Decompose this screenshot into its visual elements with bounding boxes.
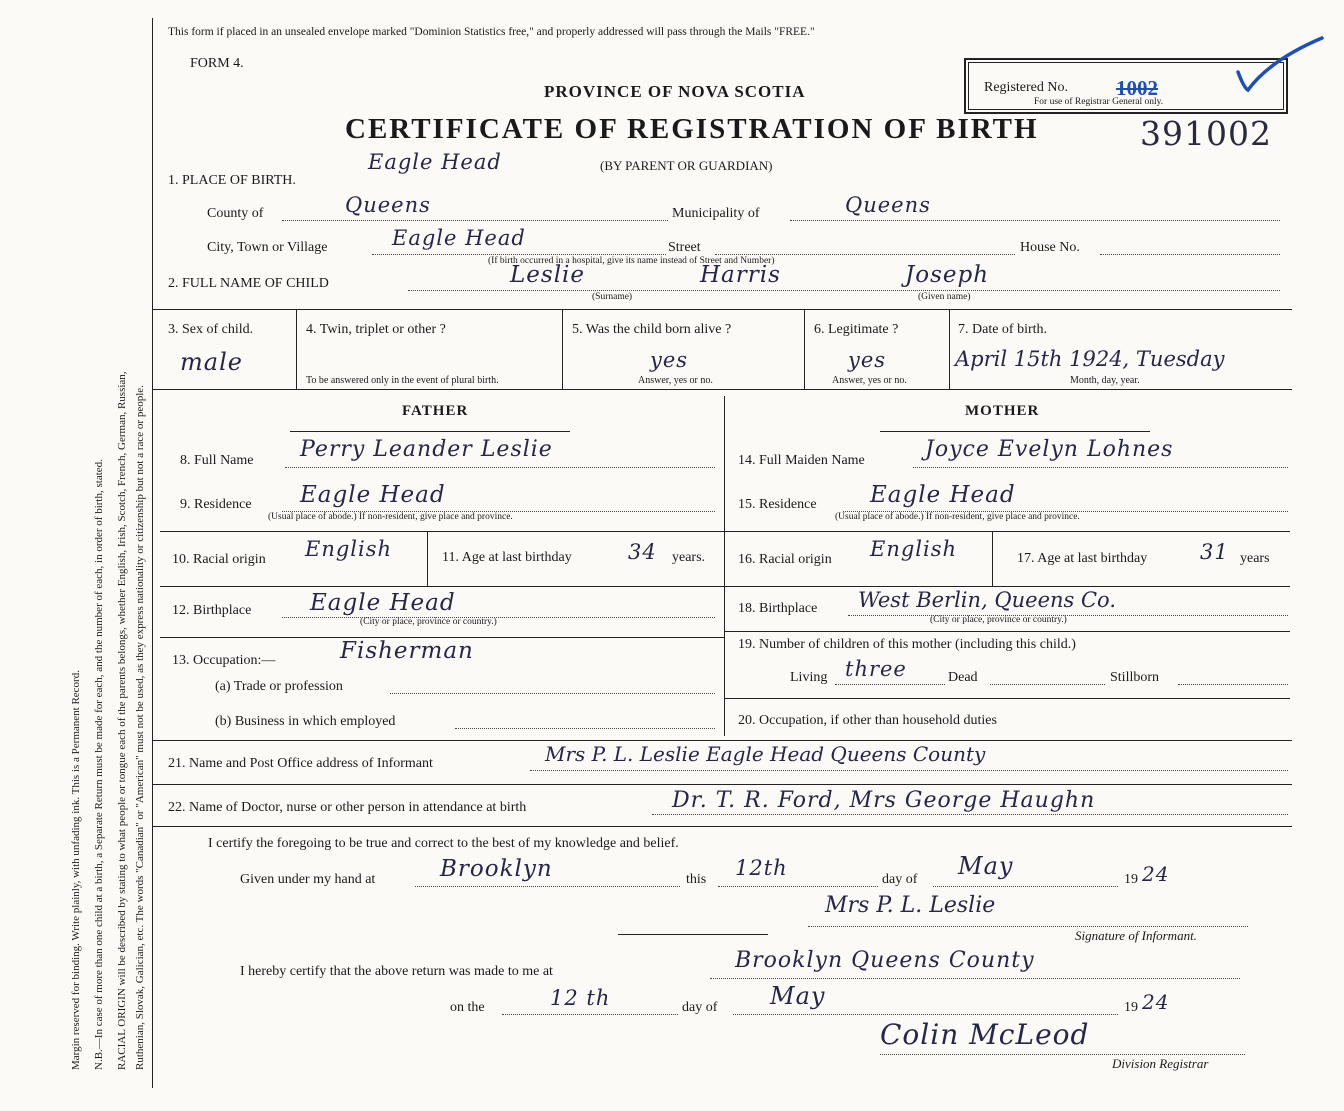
father-age-divider <box>427 531 428 586</box>
informant-label: 21. Name and Post Office address of Informant <box>168 756 433 771</box>
mother-years-label: years <box>1240 551 1270 566</box>
doctor-top-rule <box>152 784 1292 785</box>
father-birthplace-label: 12. Birthplace <box>172 603 252 618</box>
father-age-label: 11. Age at last birthday <box>442 550 572 565</box>
registrar-month-value: May <box>770 982 826 1010</box>
mother-residence-label: 15. Residence <box>738 497 817 512</box>
mother-age-divider <box>992 531 993 586</box>
mother-under-rule <box>880 431 1150 432</box>
form-left-border <box>152 18 153 1088</box>
place-of-birth-value: Eagle Head <box>368 150 502 174</box>
mother-name-line <box>913 467 1288 468</box>
mother-name-label: 14. Full Maiden Name <box>738 453 865 468</box>
certificate-title: CERTIFICATE OF REGISTRATION OF BIRTH <box>345 113 1039 145</box>
informant-top-rule <box>152 740 1292 741</box>
short-rule <box>618 934 768 935</box>
father-occupation-value: Fisherman <box>340 638 474 664</box>
born-alive-label: 5. Was the child born alive ? <box>572 322 732 337</box>
father-residence-note: (Usual place of abode.) If non-resident, give place and province. <box>268 512 513 522</box>
father-name-label: 8. Full Name <box>180 453 254 468</box>
given-month-value: May <box>958 852 1014 880</box>
mother-birthplace-label: 18. Birthplace <box>738 601 818 616</box>
registered-number: 1002 <box>1116 76 1158 100</box>
given-name-note: (Given name) <box>918 292 971 302</box>
father-occupation-label: 13. Occupation:— <box>172 653 276 668</box>
mother-rule-2 <box>724 586 1290 587</box>
municipality-line <box>790 220 1280 221</box>
col-divider-2 <box>562 309 563 389</box>
mother-rule-3 <box>724 631 1290 632</box>
legitimate-label: 6. Legitimate ? <box>814 322 899 337</box>
margin-note-multiple-births: N.B.—In case of more than one child at a birth, a Separate Return must be made for each, and the number of each, in order of birth, stated. <box>93 459 105 1070</box>
mother-children-label: 19. Number of children of this mother (including this child.) <box>738 637 1076 652</box>
father-birthplace-line <box>282 617 715 618</box>
day-of-label: day of <box>882 872 918 887</box>
mother-birthplace-line <box>848 615 1288 616</box>
dead-label: Dead <box>948 670 978 685</box>
father-years-label: years. <box>672 550 706 565</box>
division-registrar-label: Division Registrar <box>1112 1056 1209 1071</box>
file-number: 391002 <box>1140 114 1272 153</box>
registrar-use-note: For use of Registrar General only. <box>1034 97 1164 107</box>
house-number-label: House No. <box>1020 240 1080 255</box>
father-rule-2 <box>160 586 724 587</box>
city-value: Eagle Head <box>392 226 526 250</box>
postal-note: This form if placed in an unsealed envelope marked "Dominion Statistics free," and properly addressed will pass through the Mails "FREE." <box>168 26 815 38</box>
street-line <box>715 254 1015 255</box>
given-under-hand-label: Given under my hand at <box>240 872 376 887</box>
mother-occupation-label: 20. Occupation, if other than household duties <box>738 713 997 728</box>
child-middle-name: Harris <box>700 262 781 288</box>
living-label: Living <box>790 670 828 685</box>
father-under-rule <box>290 431 570 432</box>
father-trade-label: (a) Trade or profession <box>215 679 343 694</box>
father-business-line <box>455 728 715 729</box>
given-year-value: 24 <box>1142 862 1170 886</box>
hospital-note: (If birth occurred in a hospital, give its name instead of Street and Number) <box>488 256 775 266</box>
doctor-line <box>652 814 1288 815</box>
on-the-label: on the <box>450 1000 485 1015</box>
father-birthplace-value: Eagle Head <box>310 590 456 616</box>
col-divider-1 <box>296 309 297 389</box>
father-racial-value: English <box>305 537 393 561</box>
mother-residence-note: (Usual place of abode.) If non-resident, give place and province. <box>835 512 1080 522</box>
registrar-day-of-label: day of <box>682 1000 718 1015</box>
registrar-statement: I hereby certify that the above return was made to me at <box>240 964 553 979</box>
city-label: City, Town or Village <box>207 240 328 255</box>
father-name-value: Perry Leander Leslie <box>300 437 553 462</box>
mother-racial-label: 16. Racial origin <box>738 552 832 567</box>
child-name-label: 2. FULL NAME OF CHILD <box>168 276 329 291</box>
legitimate-note: Answer, yes or no. <box>832 375 907 386</box>
informant-signature: Mrs P. L. Leslie <box>825 893 996 918</box>
father-name-line <box>285 467 715 468</box>
certify-statement: I certify the foregoing to be true and correct to the best of my knowledge and belief. <box>208 836 679 851</box>
stillborn-label: Stillborn <box>1110 670 1160 685</box>
child-name-line <box>408 290 1280 291</box>
father-birthplace-note: (City or place, province or country.) <box>360 617 497 627</box>
father-rule-1 <box>160 531 724 532</box>
registrar-signature: Colin McLeod <box>880 1018 1090 1051</box>
mother-racial-value: English <box>870 537 958 561</box>
legitimate-value: yes <box>848 348 887 372</box>
mother-age-label: 17. Age at last birthday <box>1017 551 1148 566</box>
dead-line <box>990 684 1105 685</box>
margin-note-racial-origin: RACIAL ORIGIN will be described by stating to what people or tongue each of the parents belongs, whether English, Irish, Scotch, French, German, Russian, <box>116 371 128 1070</box>
place-of-birth-label: 1. PLACE OF BIRTH. <box>168 173 296 188</box>
mother-residence-value: Eagle Head <box>870 482 1016 508</box>
county-line <box>282 220 668 221</box>
mother-birthplace-value: West Berlin, Queens Co. <box>858 588 1116 612</box>
this-label: this <box>686 872 707 887</box>
registered-label: Registered No. <box>984 80 1068 95</box>
registrar-month-line <box>733 1014 1118 1015</box>
registrar-year-prefix: 19 <box>1124 1000 1138 1015</box>
registrar-signature-line <box>880 1054 1245 1055</box>
form-number: FORM 4. <box>190 56 244 71</box>
row-bottom-rule <box>152 389 1292 390</box>
col-divider-3 <box>804 309 805 389</box>
living-value: three <box>845 657 907 681</box>
registrar-year-value: 24 <box>1142 990 1170 1014</box>
date-of-birth-label: 7. Date of birth. <box>958 322 1048 337</box>
surname-note: (Surname) <box>592 292 633 302</box>
given-place-value: Brooklyn <box>440 856 553 882</box>
city-line <box>372 254 666 255</box>
street-label: Street <box>668 240 701 255</box>
father-age-value: 34 <box>628 540 657 564</box>
mother-rule-4 <box>724 698 1290 699</box>
father-residence-value: Eagle Head <box>300 482 446 508</box>
given-day-line <box>718 886 878 887</box>
row-top-rule <box>152 309 1292 310</box>
municipality-value: Queens <box>845 193 931 217</box>
given-day-value: 12th <box>735 856 788 880</box>
sex-label: 3. Sex of child. <box>168 322 254 337</box>
mother-age-value: 31 <box>1200 540 1229 564</box>
margin-note-racial-origin-2: Ruthenian, Slovak, Galician, etc. The words "Canadian" or "American" must not be used, as they express nationality or citizenship but not a race or people. <box>134 385 146 1070</box>
child-surname: Leslie <box>510 262 586 288</box>
born-alive-value: yes <box>650 348 689 372</box>
registrar-day-line <box>502 1014 678 1015</box>
doctor-value: Dr. T. R. Ford, Mrs George Haughn <box>672 788 1096 813</box>
registrar-place-line <box>710 978 1240 979</box>
checkmark-icon <box>1230 30 1330 100</box>
signature-of-informant-label: Signature of Informant. <box>1075 928 1197 943</box>
twin-label: 4. Twin, triplet or other ? <box>306 322 446 337</box>
doctor-bottom-rule <box>152 826 1292 827</box>
father-business-label: (b) Business in which employed <box>215 714 396 729</box>
stillborn-line <box>1178 684 1288 685</box>
col-divider-4 <box>949 309 950 389</box>
given-place-line <box>415 886 680 887</box>
parents-divider <box>724 396 725 736</box>
mother-rule-1 <box>724 531 1290 532</box>
province-heading: PROVINCE OF NOVA SCOTIA <box>544 82 806 101</box>
given-month-line <box>933 886 1118 887</box>
certificate-subtitle: (BY PARENT OR GUARDIAN) <box>600 158 773 173</box>
born-alive-note: Answer, yes or no. <box>638 375 713 386</box>
sex-value: male <box>180 348 243 376</box>
child-given-name: Joseph <box>905 262 990 288</box>
informant-value: Mrs P. L. Leslie Eagle Head Queens County <box>545 742 986 766</box>
year-prefix: 19 <box>1124 872 1138 887</box>
twin-note: To be answered only in the event of plural birth. <box>306 375 499 386</box>
county-value: Queens <box>345 193 431 217</box>
registrar-place-value: Brooklyn Queens County <box>735 948 1035 973</box>
mother-name-value: Joyce Evelyn Lohnes <box>925 437 1174 462</box>
mother-birthplace-note: (City or place, province or country.) <box>930 615 1067 625</box>
date-of-birth-note: Month, day, year. <box>1070 375 1140 386</box>
signature-line <box>808 926 1248 927</box>
informant-line <box>530 770 1288 771</box>
living-line <box>835 684 945 685</box>
father-trade-line <box>390 693 715 694</box>
municipality-label: Municipality of <box>672 206 760 221</box>
margin-note-binding: Margin reserved for binding. Write plainly, with unfading ink. This is a Permanent Record. <box>70 670 82 1070</box>
father-racial-label: 10. Racial origin <box>172 552 266 567</box>
mother-heading: MOTHER <box>965 403 1040 419</box>
doctor-label: 22. Name of Doctor, nurse or other person in attendance at birth <box>168 800 527 815</box>
father-residence-label: 9. Residence <box>180 497 252 512</box>
date-of-birth-value: April 15th 1924, Tuesday <box>955 347 1225 371</box>
registrar-day-value: 12 th <box>550 986 611 1010</box>
father-heading: FATHER <box>402 403 469 419</box>
county-label: County of <box>207 206 264 221</box>
house-line <box>1100 254 1280 255</box>
